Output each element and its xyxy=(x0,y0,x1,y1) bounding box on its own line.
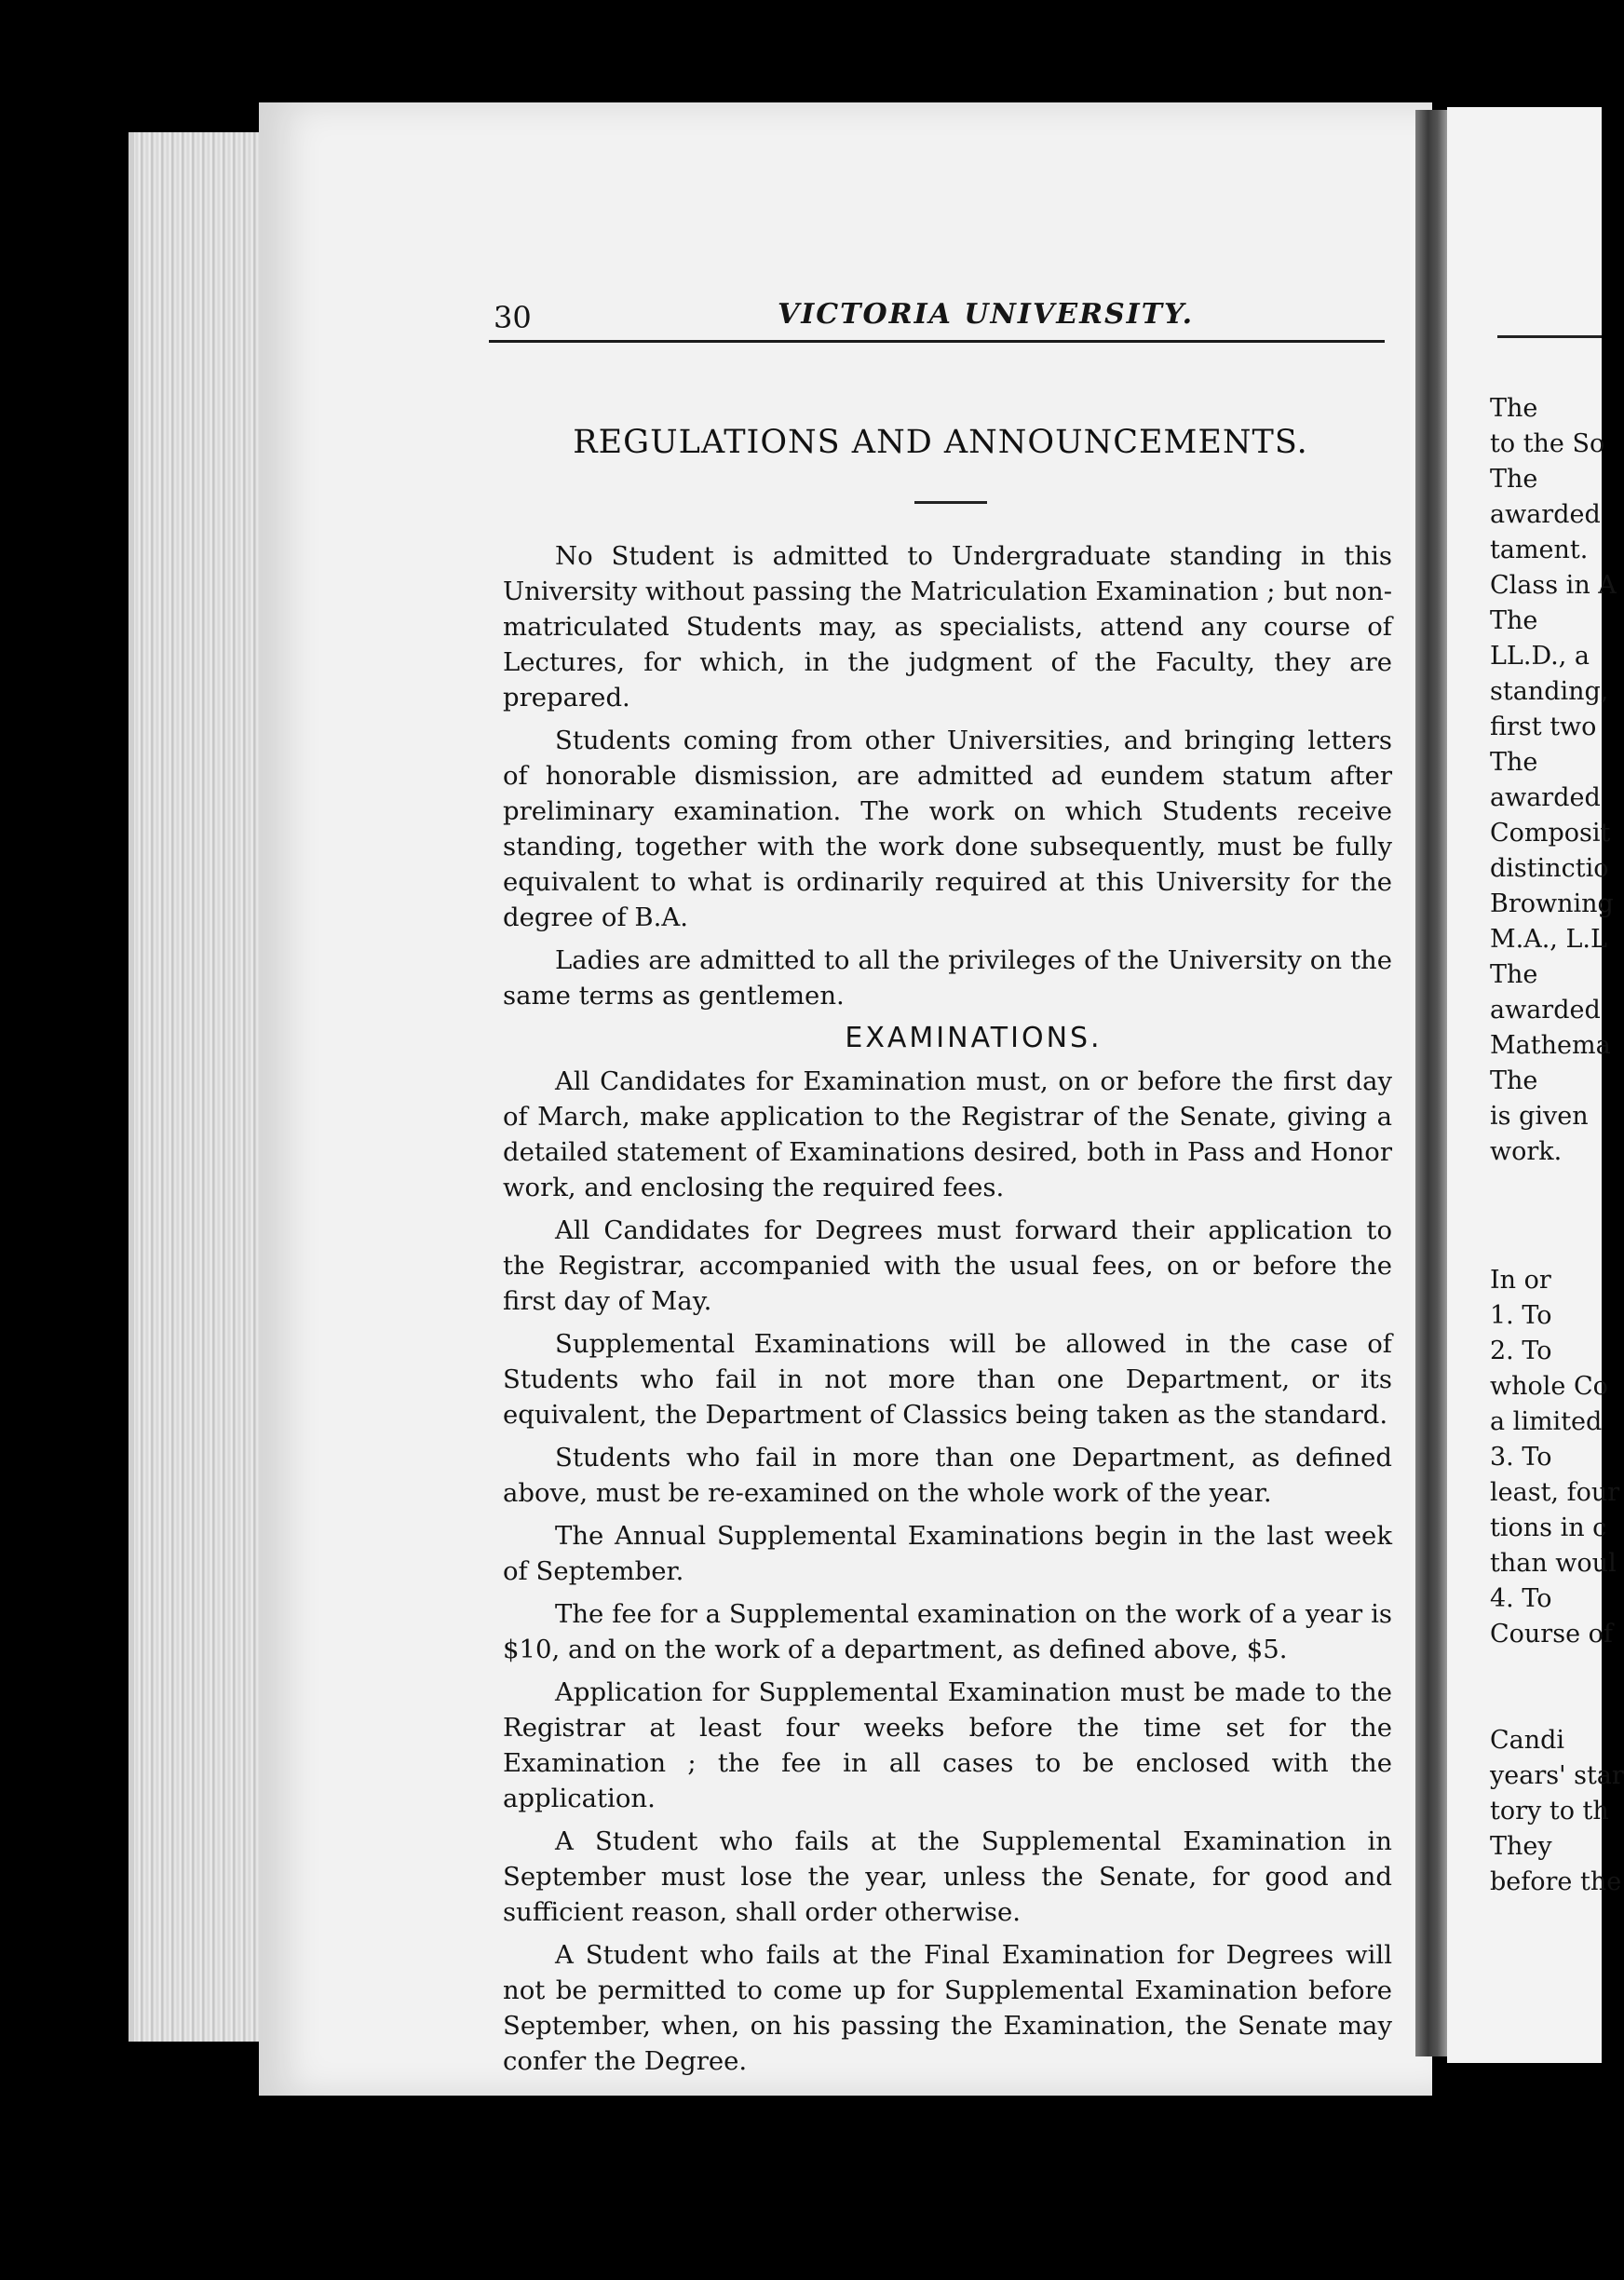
text-fragment: The xyxy=(1490,748,1538,777)
text-fragment: Mathema xyxy=(1490,1031,1611,1060)
paragraph: Ladies are admitted to all the privileges of the University on the same terms as gentlemen. xyxy=(503,945,1392,1011)
page-number: 30 xyxy=(494,300,532,335)
text-fragment: Composit xyxy=(1490,819,1611,848)
paragraph: The fee for a Supplemental examination on the work of a year is $10, and on the work of a department, as defined above, $5. xyxy=(503,1599,1392,1664)
text-fragment: Course of xyxy=(1490,1620,1613,1649)
text-fragment: is given xyxy=(1490,1102,1589,1131)
paragraph: All Candidates for Degrees must forward their application to the Registrar, accompanied with the usual fees, on or before the first day of May. xyxy=(503,1215,1392,1316)
paragraph: The Annual Supplemental Examinations begin in the last week of September. xyxy=(503,1521,1392,1586)
text-fragment: work. xyxy=(1490,1137,1563,1166)
text-fragment: Class in A xyxy=(1490,571,1617,600)
text-fragment: before the xyxy=(1490,1867,1622,1896)
text-fragment: 3. To xyxy=(1490,1443,1552,1472)
paragraph: Supplemental Examinations will be allowed in the case of Students who fail in not more than one Department, or its equivalent, the Department of Classics being taken as the standard. xyxy=(503,1329,1392,1430)
body-text xyxy=(503,538,1392,2086)
book-gutter xyxy=(1415,110,1447,2056)
text-fragment: 1. To xyxy=(1490,1301,1552,1330)
text-fragment: tory to th xyxy=(1490,1797,1609,1825)
text-fragment: tament. xyxy=(1490,536,1589,564)
text-fragment: In or xyxy=(1490,1266,1551,1295)
running-title: VICTORIA UNIVERSITY. xyxy=(778,298,1195,331)
paragraph: Students coming from other Universities, and bringing letters of honorable dismission, are admitted ad eundem statum after preliminary examination. The work on which Students receive standing, together with the work done subsequently, must be fully equivalent to what is ordinarily required at this University for the degree of B.A. xyxy=(503,726,1392,932)
paragraph: Application for Supplemental Examination must be made to the Registrar at least four weeks before the time set for the Examination ; the fee in all cases to be enclosed with the application. xyxy=(503,1677,1392,1813)
text-fragment: than woul xyxy=(1490,1549,1617,1578)
text-fragment: first two xyxy=(1490,712,1597,741)
spacer xyxy=(1490,1170,1611,1263)
text-fragment: 4. To xyxy=(1490,1584,1552,1613)
text-fragment: 2. To xyxy=(1490,1337,1552,1365)
text-fragment: to the So xyxy=(1490,429,1605,458)
text-fragment: The xyxy=(1490,465,1538,494)
page-edges xyxy=(129,132,264,2042)
text-fragment: a limited xyxy=(1490,1407,1603,1436)
paragraph: Students who fail in more than one Department, as defined above, must be re-examined on the whole work of the year. xyxy=(503,1443,1392,1508)
text-fragment: They xyxy=(1490,1832,1552,1861)
text-fragment: The xyxy=(1490,394,1538,423)
text-fragment: awarded xyxy=(1490,996,1601,1025)
text-fragment: awarded xyxy=(1490,783,1601,812)
text-fragment: LL.D., a xyxy=(1490,642,1590,671)
header-rule xyxy=(489,340,1385,343)
paragraph: No Student is admitted to Undergraduate standing in this University without passing the Matriculation Examination ; but non-matriculated Students may, as specialists, attend any course of Lectures, for which, in the judgment of the Faculty, they are prepared. xyxy=(503,541,1392,712)
text-fragment: least, four xyxy=(1490,1478,1620,1507)
paragraph: A Student who fails at the Supplemental Examination in September must lose the year, unless the Senate, for good and sufficient reason, shall order otherwise. xyxy=(503,1826,1392,1927)
text-fragment: years' star xyxy=(1490,1761,1624,1790)
running-head xyxy=(494,296,1387,345)
text-fragment: tions in c xyxy=(1490,1513,1607,1542)
text-fragment: Candi xyxy=(1490,1726,1565,1755)
right-header-rule xyxy=(1497,335,1602,338)
section-heading: EXAMINATIONS. xyxy=(845,1022,1103,1054)
spacer xyxy=(1490,1652,1611,1723)
page-heading: REGULATIONS AND ANNOUNCEMENTS. xyxy=(573,424,1308,461)
text-fragment: standing, xyxy=(1490,677,1609,706)
text-fragment: distinctio xyxy=(1490,854,1609,883)
heading-rule xyxy=(914,501,987,504)
text-fragment: M.A., L.L xyxy=(1490,925,1607,954)
text-fragment: The xyxy=(1490,960,1538,989)
text-fragment: whole Co xyxy=(1490,1372,1608,1401)
text-fragment: The xyxy=(1490,1066,1538,1095)
text-fragment: Browning xyxy=(1490,889,1614,918)
right-page-text xyxy=(1490,391,1624,1900)
text-fragment: The xyxy=(1490,606,1538,635)
paragraph: A Student who fails at the Final Examination for Degrees will not be permitted to come up for Supplemental Examination before September, when, on his passing the Examination, the Senate may confer the Degree. xyxy=(503,1940,1392,2076)
paragraph: All Candidates for Examination must, on or before the first day of March, make application to the Registrar of the Senate, giving a detailed statement of Examinations desired, both in Pass and Honor work, and enclosing the required fees. xyxy=(503,1066,1392,1202)
text-fragment: awarded xyxy=(1490,500,1601,529)
